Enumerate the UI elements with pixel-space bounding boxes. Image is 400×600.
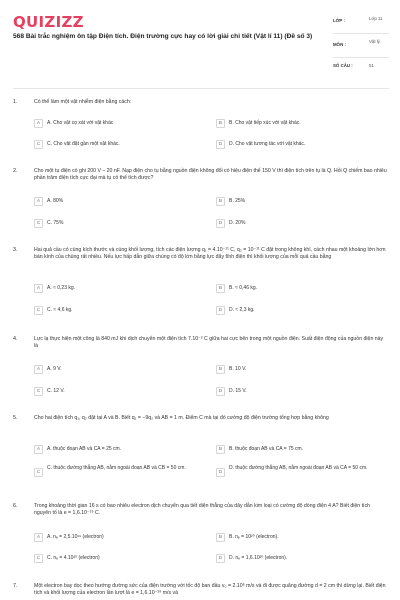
option-letter: D [216,140,225,149]
meta-class [333,13,389,34]
question-number: 1. [13,99,18,105]
count-label: SỐ CÂU : [333,63,353,68]
option-text: B. 10 V. [229,366,247,372]
option-letter: D [216,306,225,315]
header [0,0,400,76]
option-text: D. 20% [229,220,246,226]
option-letter: C [34,306,43,315]
class-label: LỚP : [333,18,345,23]
option-text: A. Cho vật cọ xát với vật khác [47,120,114,126]
option-letter: B [216,365,225,374]
option-text: B. nₑ = 10²⁰ (electron). [229,534,279,540]
option-text: C. 12 V. [47,388,65,394]
subject-label: MÔN : [333,42,346,47]
question-text: Trong khoảng thời gian 16 s có bao nhiêu electron dịch chuyển qua tiết diện thẳng của dây dẫn kim loại có cường độ dòng điện 4 A? Biết điện tích nguyên tố là e = 1,6.10⁻¹⁹ C. [34,503,370,517]
option-letter: A [34,365,43,374]
question-text: Lực lạ thực hiện một công là 840 mJ khi dịch chuyển một điện tích 7.10⁻² C giữa hai cực bên trong một nguồn điện. Suất điện động của nguồn điện này là [34,336,384,350]
option-text: A. 9 V. [47,366,62,372]
option-text: D. Cho vật tương tác với vật khác. [229,141,306,147]
meta-panel [333,13,389,72]
question-number: 5. [13,415,18,421]
option-letter: B [216,119,225,128]
option-text: B. 25% [229,198,246,204]
option-letter: A [34,119,43,128]
option-text: C. Cho vật đặt gần một vật khác. [47,141,120,147]
question-text: Cho một tụ điện có ghi 200 V – 20 nF. Nạp điện cho tụ bằng nguồn điện không đổi có hiệu điện thế 150 V thì điện tích trên tụ là Q. Hỏi Q chiếm bao nhiêu phần trăm điện tích cực đại mà tụ có thể tích được? [34,168,387,182]
document-title: 568 Bài trắc nghiệm ôn tập Điện tích. Điện trường cực hay có lời giải chi tiết (Vật lí 11) (Đề số 3) [13,33,313,40]
option-letter: B [216,533,225,542]
option-letter: C [34,140,43,149]
option-text: B. Cho vật tiếp xúc với vật khác. [229,120,301,126]
question-number: 6. [13,503,18,509]
option-letter: A [34,284,43,293]
option-letter: B [216,197,225,206]
question-text: Có thể làm một vật nhiễm điện bằng cách: [34,99,132,105]
option-letter: A [34,197,43,206]
option-letter: C [34,554,43,563]
question-number: 3. [13,247,18,253]
option-letter: A [34,533,43,542]
option-letter: B [216,284,225,293]
option-letter: C [34,468,43,477]
option-letter: C [34,387,43,396]
option-text: D. ≈ 2,3 kg. [229,307,255,313]
option-text: B. ≈ 0,46 kg. [229,285,258,291]
option-text: C. nₑ = 4.10²⁰ (electron) [47,555,100,561]
option-text: D. thuộc đường thẳng AB, nằm ngoài đoạn AB và CA = 50 cm. [229,465,368,471]
option-letter: A [34,445,43,454]
meta-subject [333,34,389,58]
option-letter: D [216,387,225,396]
subject-value: Vật lý [369,39,380,44]
option-text: A. thuộc đoạn AB và CA = 25 cm. [47,446,122,452]
quizizz-logo: QUIZIZZ [13,13,84,31]
option-text: A. 80% [47,198,64,204]
meta-count [333,58,389,72]
option-text: D. 15 V. [229,388,247,394]
question-number: 2. [13,168,18,174]
option-text: A. nₑ = 2,5.10¹⁹ (electron) [47,534,104,540]
header-divider [13,88,389,89]
question-number: 7. [13,583,18,589]
option-letter: D [216,468,225,477]
question-text: Một electron bay dọc theo hướng đường sức của điện trường với tốc độ ban đầu v₀ = 2.10⁶ m/s và đi được quãng đường d = 2 cm thì dừng lại. Biết điện tích và khối lượng của electron lần lượt là e = 1,6.10⁻¹⁹ m/s và [34,583,386,597]
question-text: Cho hai điện tích q₁, q₂ đặt tại A và B. Biết q₁ = −9q₂ và AB = 1 m. Điểm C mà tại đó cường độ điện trường tổng hợp bằng không [34,415,329,421]
class-value: Lớp 11 [369,16,383,21]
option-letter: D [216,219,225,228]
option-text: C. thuộc đường thẳng AB, nằm ngoài đoạn AB và CB = 50 cm. [47,465,186,471]
option-text: D. nₑ = 1,6.10²⁰ (electron). [229,555,288,561]
count-value: 51 [369,63,374,68]
option-letter: D [216,554,225,563]
question-text: Hai quả cầu có cùng kích thước và cùng khối lượng, tích các điện lượng q₁ = 4.10⁻¹¹ C, q₂ = 10⁻¹¹ C đặt trong không khí, cách nhau một khoảng lớn hơn bán kính của chúng rất nhiều. Nếu lực hấp dẫn giữa chúng có độ lớn bằng lực đẩy tĩnh điện thì khối lượng của mỗi quả cầu bằng [34,247,386,261]
option-letter: B [216,445,225,454]
option-text: B. thuộc đoạn AB và CA = 75 cm. [229,446,304,452]
option-text: C. 75% [47,220,64,226]
option-letter: C [34,219,43,228]
question-number: 4. [13,336,18,342]
option-text: C. ≈ 4,6 kg. [47,307,73,313]
option-text: A. ≈ 0,23 kg. [47,285,76,291]
